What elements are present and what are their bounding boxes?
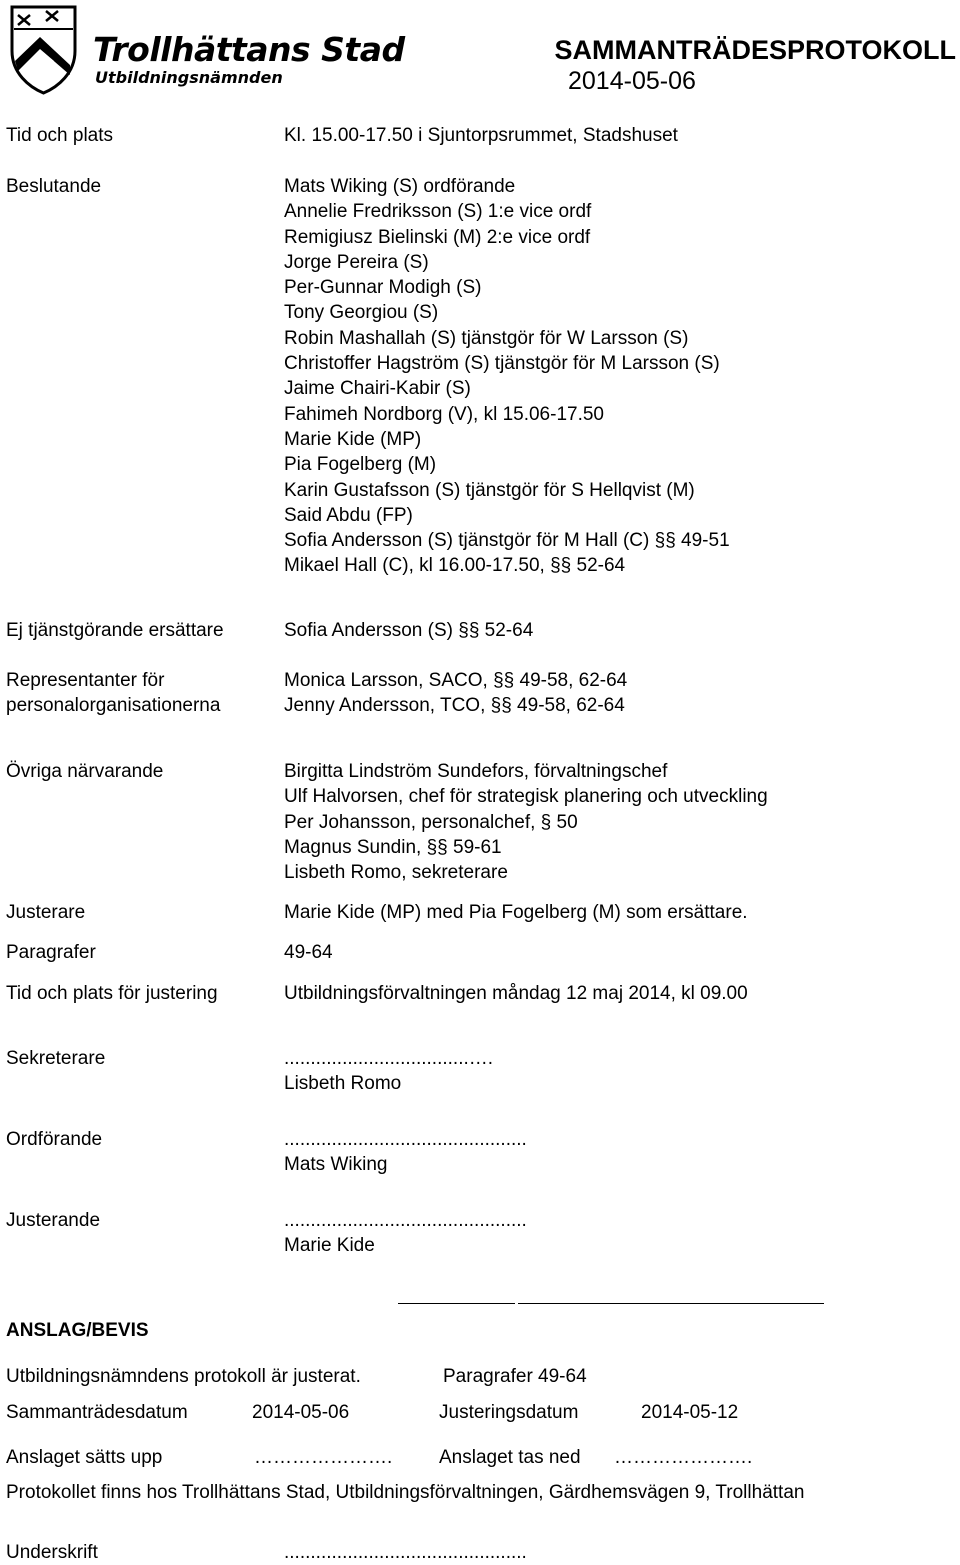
tas-ned-value: ………………….: [614, 1447, 753, 1468]
attendee-row: Per Johansson, personalchef, § 50: [284, 811, 578, 833]
signature-line: ..............................................: [284, 1129, 527, 1150]
paragrafer-value: 49-64: [284, 942, 333, 963]
signature-role: Ordförande: [6, 1129, 103, 1150]
tas-ned-label: Anslaget tas ned: [439, 1447, 581, 1468]
city-crest-logo: [6, 3, 81, 96]
member-row: Christoffer Hagström (S) tjänstgör för M Larsson (S): [284, 353, 720, 375]
signature-name: Mats Wiking: [284, 1154, 388, 1175]
underskrift-line: ..............................................: [284, 1542, 527, 1563]
attendee-row: Birgitta Lindström Sundefors, förvaltningschef: [284, 761, 668, 782]
member-row: Remigiusz Bielinski (M) 2:e vice ordf: [284, 226, 591, 248]
member-row: Annelie Fredriksson (S) 1:e vice ordf: [284, 201, 592, 223]
committee-name: Utbildningsnämnden: [95, 68, 283, 87]
sammantradesdatum-label: Sammanträdesdatum: [6, 1402, 188, 1423]
justeringsdatum-label: Justeringsdatum: [439, 1402, 579, 1423]
signature-line: ...................................….: [284, 1048, 494, 1069]
representanter-label-line2: personalorganisationerna: [6, 695, 221, 716]
separator-line: [398, 1303, 515, 1304]
representant-row: Monica Larsson, SACO, §§ 49-58, 62-64: [284, 670, 628, 691]
time-place-label: Tid och plats: [6, 125, 114, 146]
signature-role: Justerande: [6, 1210, 101, 1231]
signature-name: Marie Kide: [284, 1235, 375, 1256]
paragrafer-label: Paragrafer: [6, 942, 96, 963]
anslag-paragrafer: Paragrafer 49-64: [443, 1366, 587, 1387]
ovriga-list: [284, 759, 768, 885]
justeringsdatum-value: 2014-05-12: [641, 1402, 739, 1423]
member-row: Jaime Chairi-Kabir (S): [284, 378, 471, 400]
ej-tjanstgorande-value: Sofia Andersson (S) §§ 52-64: [284, 620, 534, 641]
member-row: Mikael Hall (C), kl 16.00-17.50, §§ 52-64: [284, 555, 626, 577]
protokoll-location: Protokollet finns hos Trollhättans Stad, Utbildningsförvaltningen, Gärdhemsvägen 9, Trollhättan: [6, 1482, 805, 1503]
document-date: 2014-05-06: [568, 67, 696, 95]
justering-tid-label: Tid och plats för justering: [6, 983, 218, 1004]
attendee-row: Magnus Sundin, §§ 59-61: [284, 836, 502, 858]
representanter-label: Representanter för: [6, 670, 165, 691]
member-row: Karin Gustafsson (S) tjänstgör för S Hellqvist (M): [284, 479, 695, 501]
org-name: Trollhättans Stad: [93, 30, 405, 69]
justering-tid-value: Utbildningsförvaltningen måndag 12 maj 2014, kl 09.00: [284, 983, 748, 1004]
justerat-text: Utbildningsnämndens protokoll är justerat.: [6, 1366, 361, 1387]
time-place-value: Kl. 15.00-17.50 i Sjuntorpsrummet, Stadshuset: [284, 125, 678, 146]
beslutande-label: Beslutande: [6, 176, 102, 197]
document-title: SAMMANTRÄDESPROTOKOLL: [554, 35, 956, 65]
satts-upp-value: ………………….: [254, 1447, 393, 1468]
member-row: Per-Gunnar Modigh (S): [284, 277, 482, 299]
separator-line: [518, 1303, 824, 1304]
underskrift-label: Underskrift: [6, 1542, 98, 1563]
member-row: Tony Georgiou (S): [284, 302, 439, 324]
member-row: Pia Fogelberg (M): [284, 454, 437, 476]
attendee-row: Ulf Halvorsen, chef för strategisk planering och utveckling: [284, 786, 768, 808]
signature-name: Lisbeth Romo: [284, 1073, 402, 1094]
member-row: Said Abdu (FP): [284, 504, 413, 526]
justerare-label: Justerare: [6, 902, 86, 923]
member-row: Marie Kide (MP): [284, 428, 422, 450]
justerare-value: Marie Kide (MP) med Pia Fogelberg (M) som ersättare.: [284, 902, 748, 923]
sammantradesdatum-value: 2014-05-06: [252, 1402, 350, 1423]
signature-line: ..............................................: [284, 1210, 527, 1231]
anslag-title: ANSLAG/BEVIS: [6, 1320, 149, 1341]
ej-tjanstgorande-label: Ej tjänstgörande ersättare: [6, 620, 224, 641]
member-row: Fahimeh Nordborg (V), kl 15.06-17.50: [284, 403, 604, 425]
ovriga-label: Övriga närvarande: [6, 761, 164, 782]
member-row: Mats Wiking (S) ordförande: [284, 176, 516, 197]
signature-role: Sekreterare: [6, 1048, 106, 1069]
satts-upp-label: Anslaget sätts upp: [6, 1447, 163, 1468]
beslutande-list: [284, 174, 730, 579]
representant-row: Jenny Andersson, TCO, §§ 49-58, 62-64: [284, 695, 625, 716]
member-row: Robin Mashallah (S) tjänstgör för W Larsson (S): [284, 327, 689, 349]
attendee-row: Lisbeth Romo, sekreterare: [284, 862, 508, 884]
member-row: Sofia Andersson (S) tjänstgör för M Hall (C) §§ 49-51: [284, 530, 730, 552]
member-row: Jorge Pereira (S): [284, 251, 429, 273]
